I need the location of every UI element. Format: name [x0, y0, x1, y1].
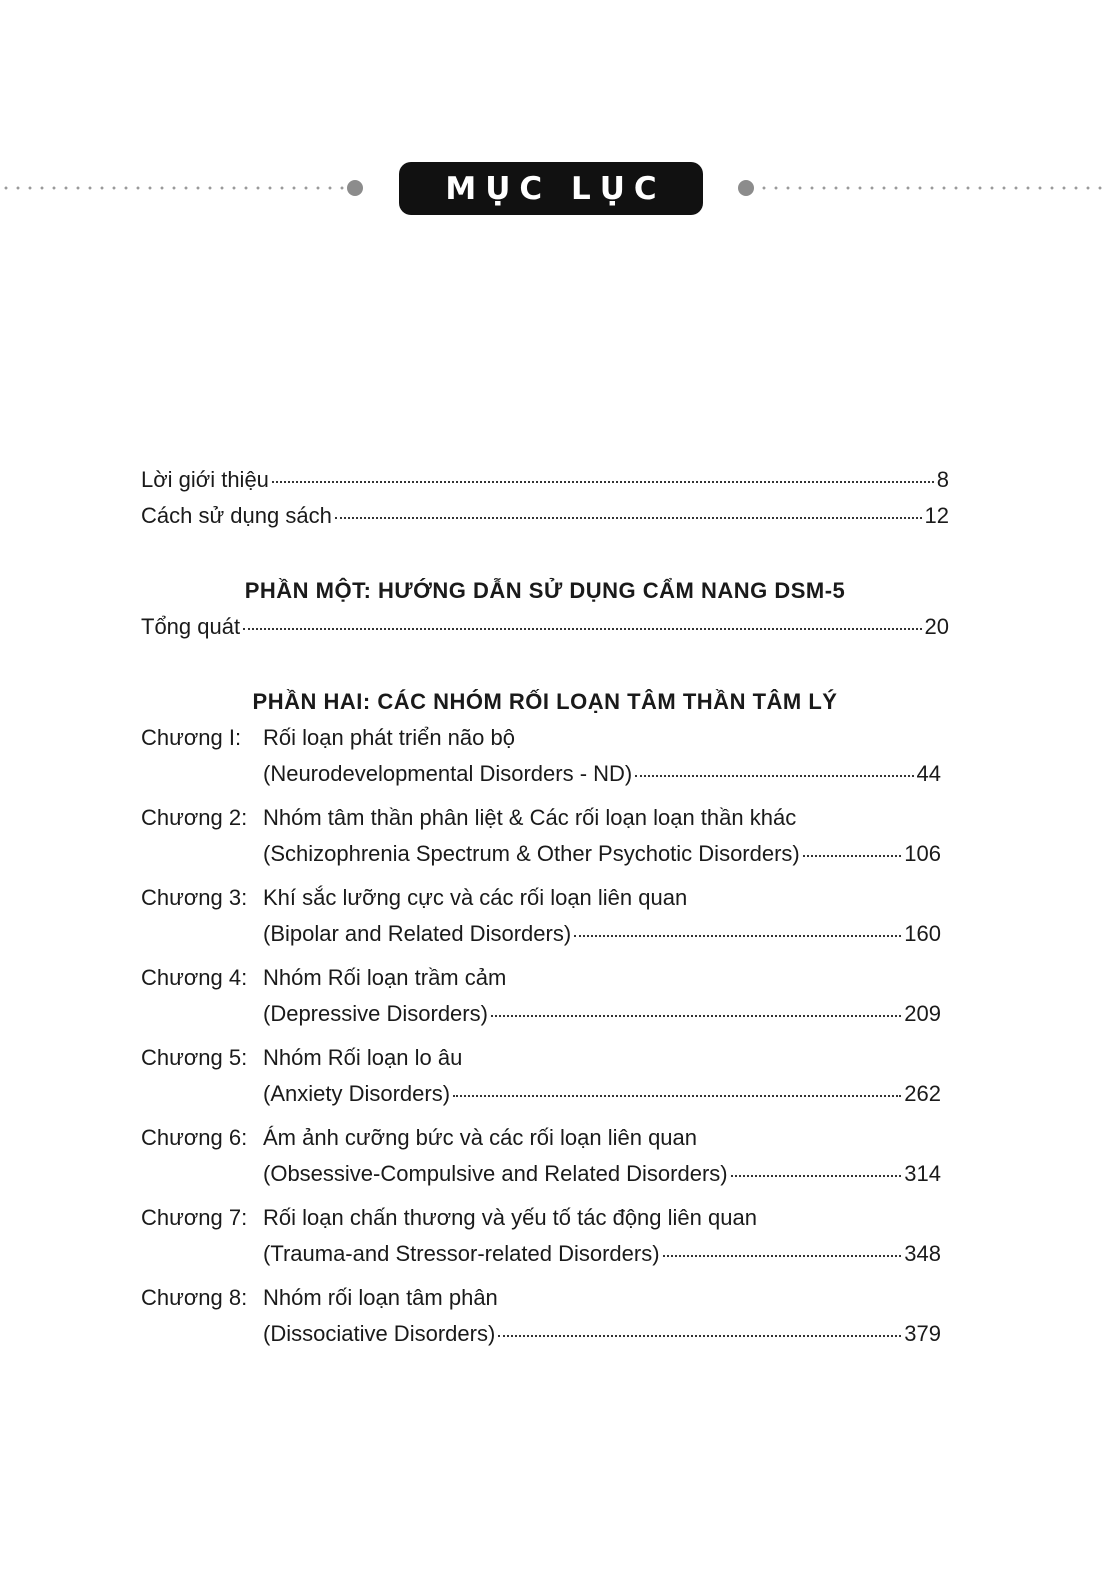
chapter-title: Ám ảnh cưỡng bức và các rối loạn liên quan	[263, 1125, 698, 1150]
chapter-heading-line	[141, 1040, 949, 1076]
chapter-subtitle-line	[263, 916, 941, 952]
toc-chapter-1[interactable]	[141, 720, 949, 792]
entry-page: 8	[936, 467, 949, 492]
entry-page: 160	[904, 921, 941, 946]
part-two-heading: PHẦN HAI: CÁC NHÓM RỐI LOẠN TÂM THẦN TÂM LÝ	[252, 689, 838, 714]
entry-page: 12	[924, 503, 949, 528]
chapter-title: Nhóm rối loạn tâm phân	[263, 1285, 498, 1310]
chapter-subtitle-line	[263, 756, 941, 792]
chapter-title: Rối loạn phát triển não bộ	[263, 725, 515, 750]
entry-title: Lời giới thiệu	[141, 467, 269, 492]
entry-page: 314	[904, 1161, 941, 1186]
chapter-title: Rối loạn chấn thương và yếu tố tác động liên quan	[263, 1205, 757, 1230]
chapter-heading-line	[141, 1120, 949, 1156]
dot-leader	[635, 774, 913, 777]
toc-chapter-8[interactable]	[141, 1280, 949, 1352]
chapter-title: Nhóm Rối loạn trầm cảm	[263, 965, 507, 990]
chapter-label: Chương 2:	[141, 805, 248, 830]
chapter-subtitle: (Schizophrenia Spectrum & Other Psychotic Disorders)	[263, 841, 800, 866]
dot-leader	[453, 1094, 901, 1097]
chapter-subtitle-line	[263, 1156, 941, 1192]
chapter-subtitle: (Obsessive-Compulsive and Related Disorders)	[263, 1161, 728, 1186]
chapter-subtitle-line	[263, 1316, 941, 1352]
entry-page: 348	[904, 1241, 941, 1266]
chapter-heading-line	[141, 960, 949, 996]
dotted-rule-left	[0, 186, 348, 190]
chapter-subtitle-line	[263, 1076, 941, 1112]
entry-page: 209	[904, 1001, 941, 1026]
chapter-subtitle-line	[263, 996, 941, 1032]
dot-leader	[498, 1334, 901, 1337]
chapter-heading-line	[141, 720, 949, 756]
toc-entry-overview[interactable]	[141, 609, 949, 645]
dot-leader	[663, 1254, 902, 1257]
table-of-contents	[141, 462, 949, 1352]
entry-page: 20	[924, 614, 949, 639]
chapter-subtitle-line	[263, 836, 941, 872]
entry-title: Cách sử dụng sách	[141, 503, 332, 528]
toc-entry-how-to-use[interactable]	[141, 498, 949, 534]
chapter-subtitle: (Anxiety Disorders)	[263, 1081, 451, 1106]
chapter-title: Nhóm tâm thần phân liệt & Các rối loạn loạn thần khác	[263, 805, 797, 830]
chapter-subtitle: (Dissociative Disorders)	[263, 1321, 496, 1346]
dot-leader	[803, 854, 902, 857]
toc-chapter-2[interactable]	[141, 800, 949, 872]
toc-chapter-4[interactable]	[141, 960, 949, 1032]
dot-leader	[243, 627, 921, 630]
dot-leader	[731, 1174, 902, 1177]
entry-page: 44	[916, 761, 941, 786]
toc-entry-intro[interactable]	[141, 462, 949, 498]
rule-end-dot-right	[738, 180, 754, 196]
chapter-label: Chương 8:	[141, 1285, 248, 1310]
chapter-label: Chương 6:	[141, 1125, 248, 1150]
chapter-label: Chương 5:	[141, 1045, 248, 1070]
chapter-subtitle: (Neurodevelopmental Disorders - ND)	[263, 761, 633, 786]
dot-leader	[491, 1014, 901, 1017]
entry-page: 379	[904, 1321, 941, 1346]
chapter-subtitle: (Trauma-and Stressor-related Disorders)	[263, 1241, 660, 1266]
title-banner	[399, 162, 703, 215]
chapter-list	[141, 720, 949, 1352]
chapter-label: Chương 7:	[141, 1205, 248, 1230]
entry-page: 106	[904, 841, 941, 866]
chapter-subtitle: (Bipolar and Related Disorders)	[263, 921, 572, 946]
chapter-label: Chương 4:	[141, 965, 248, 990]
chapter-heading-line	[141, 1200, 949, 1236]
toc-chapter-3[interactable]	[141, 880, 949, 952]
toc-chapter-5[interactable]	[141, 1040, 949, 1112]
chapter-subtitle-line	[263, 1236, 941, 1272]
chapter-subtitle: (Depressive Disorders)	[263, 1001, 488, 1026]
dot-leader	[335, 516, 922, 519]
chapter-label: Chương I:	[141, 725, 242, 750]
toc-header	[0, 160, 1103, 216]
toc-chapter-7[interactable]	[141, 1200, 949, 1272]
chapter-title: Khí sắc lưỡng cực và các rối loạn liên quan	[263, 885, 688, 910]
dot-leader	[272, 480, 934, 483]
dot-leader	[574, 934, 901, 937]
chapter-label: Chương 3:	[141, 885, 248, 910]
dotted-rule-right	[758, 186, 1103, 190]
page-title: MỤC LỤC	[445, 170, 666, 207]
rule-end-dot-left	[347, 180, 363, 196]
chapter-heading-line	[141, 880, 949, 916]
chapter-title: Nhóm Rối loạn lo âu	[263, 1045, 463, 1070]
entry-page: 262	[904, 1081, 941, 1106]
entry-title: Tổng quát	[141, 614, 241, 639]
chapter-heading-line	[141, 800, 949, 836]
chapter-heading-line	[141, 1280, 949, 1316]
toc-chapter-6[interactable]	[141, 1120, 949, 1192]
part-one-heading: PHẦN MỘT: HƯỚNG DẪN SỬ DỤNG CẨM NANG DSM-5	[244, 578, 846, 603]
